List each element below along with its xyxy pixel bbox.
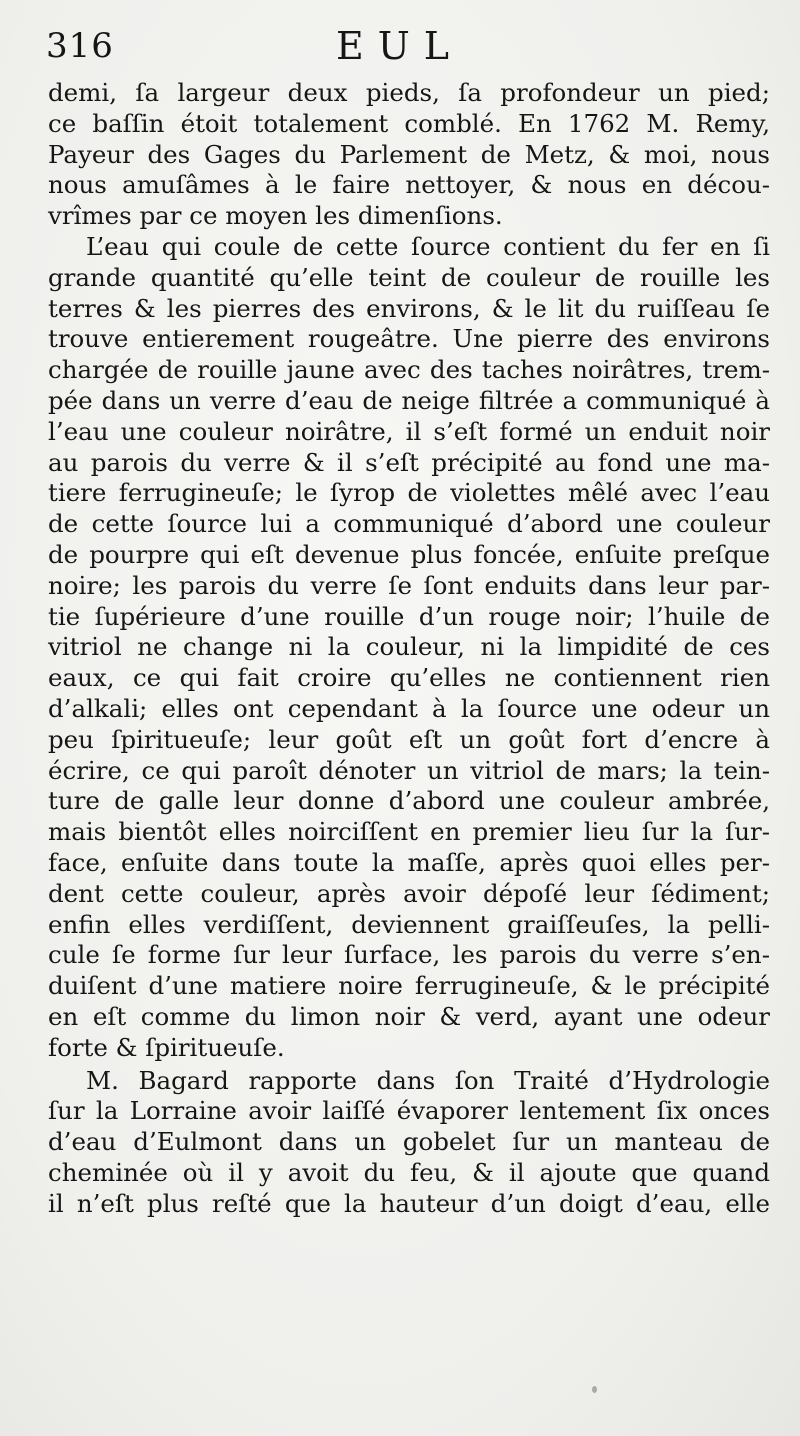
ink-speck <box>592 1386 597 1393</box>
text-line: eaux, ce qui fait croire qu’elles ne contiennent rien <box>48 663 770 693</box>
text-line: d’eau d’Eulmont dans un gobelet ſur un manteau de <box>48 1127 770 1157</box>
text-line: pée dans un verre d’eau de neige filtrée a communiqué à <box>48 385 770 415</box>
text-line: tiere ferrugineuſe; le ſyrop de violettes mêlé avec l’eau <box>48 478 770 508</box>
text-line: d’alkali; elles ont cependant à la ſource une odeur un <box>48 693 770 723</box>
text-line: peu ſpiritueuſe; leur goût eſt un goût fort d’encre à <box>48 724 770 754</box>
text-line: au parois du verre & il s’eſt précipité au fond une ma- <box>48 447 770 477</box>
text-line: ture de galle leur donne d’abord une couleur ambrée, <box>48 786 770 816</box>
text-line: demi, ſa largeur deux pieds, ſa profondeur un pied; <box>48 78 770 107</box>
text-line: mais bientôt elles noirciſſent en premier lieu ſur la ſur- <box>48 817 770 847</box>
text-line: trouve entierement rougeâtre. Une pierre des environs <box>48 324 770 354</box>
text-line: l’eau une couleur noirâtre, il s’eſt formé un enduit noir <box>48 416 770 446</box>
text-line: ce baſſin étoit totalement comblé. En 1762 M. Remy, <box>48 108 770 138</box>
page-header <box>46 24 776 72</box>
text-line: M. Bagard rapporte dans ſon Traité d’Hydrologie <box>86 1065 770 1095</box>
text-line: chargée de rouille jaune avec des taches noirâtres, trem- <box>48 355 770 385</box>
running-head: EUL <box>336 24 463 68</box>
text-line: ſur la Lorraine avoir laiſſé évaporer lentement ſix onces <box>48 1096 770 1126</box>
page-number: 316 <box>46 26 114 66</box>
text-line: nous amuſâmes à le faire nettoyer, & nous en décou- <box>48 170 770 200</box>
text-line: Payeur des Gages du Parlement de Metz, & moi, nous <box>48 139 770 169</box>
text-line: vrîmes par ce moyen les dimenſions. <box>48 201 503 231</box>
text-line: de pourpre qui eſt devenue plus foncée, enſuite preſque <box>48 539 770 569</box>
text-line: de cette ſource lui a communiqué d’abord une couleur <box>48 509 770 539</box>
text-line: cheminée où il y avoit du feu, & il ajoute que quand <box>48 1157 770 1187</box>
text-line: vitriol ne change ni la couleur, ni la limpidité de ces <box>48 632 770 662</box>
text-line: enfin elles verdiſſent, deviennent graiſſeuſes, la pelli- <box>48 909 770 939</box>
text-line: écrire, ce qui paroît dénoter un vitriol de mars; la tein- <box>48 755 770 785</box>
text-line: dent cette couleur, après avoir dépoſé leur ſédiment; <box>48 878 770 908</box>
text-line: tie ſupérieure d’une rouille d’un rouge noir; l’huile de <box>48 601 770 631</box>
text-line: grande quantité qu’elle teint de couleur de rouille les <box>48 262 770 292</box>
text-line: terres & les pierres des environs, & le lit du ruiſſeau ſe <box>48 293 770 323</box>
text-line: forte & ſpiritueuſe. <box>48 1032 285 1062</box>
text-line: face, enſuite dans toute la maſſe, après quoi elles per- <box>48 847 770 877</box>
text-line: L’eau qui coule de cette ſource contient du fer en ſi <box>86 231 770 261</box>
text-line: il n’eſt plus reſté que la hauteur d’un doigt d’eau, elle <box>48 1188 770 1218</box>
paragraph-1 <box>48 78 770 232</box>
paragraph-2 <box>48 232 770 1064</box>
text-line: en eſt comme du limon noir & verd, ayant une odeur <box>48 1001 770 1031</box>
body-text <box>48 78 770 1219</box>
text-line: duiſent d’une matiere noire ferrugineuſe, & le précipité <box>48 971 770 1001</box>
text-line: noire; les parois du verre ſe ſont enduits dans leur par- <box>48 570 770 600</box>
text-line: cule ſe forme ſur leur ſurface, les parois du verre s’en- <box>48 940 770 970</box>
paragraph-3 <box>48 1066 770 1220</box>
